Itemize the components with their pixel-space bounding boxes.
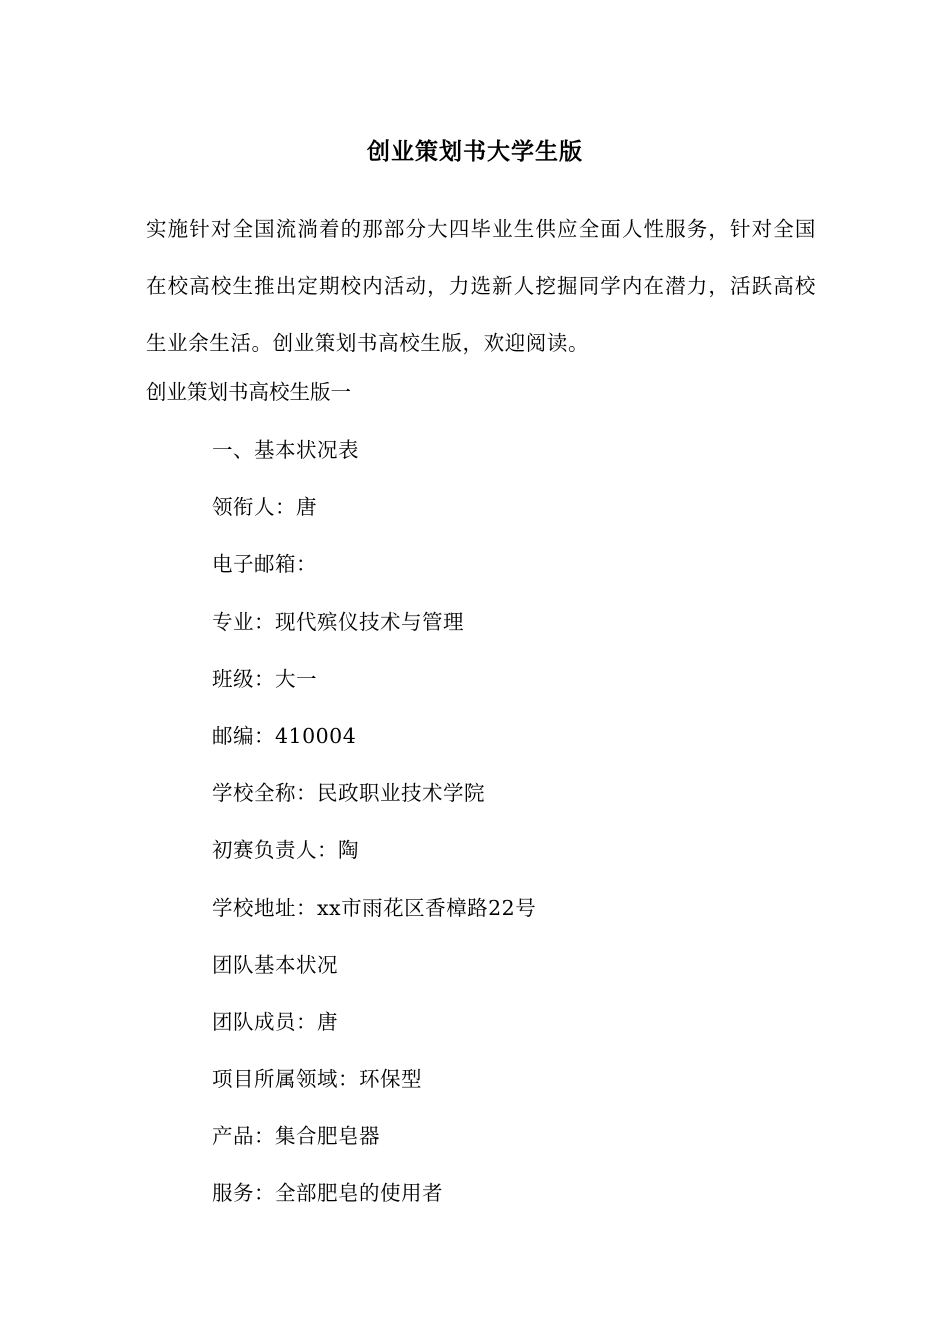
list-item: 团队基本状况 [212, 952, 338, 977]
list-item: 产品：集合肥皂器 [212, 1124, 380, 1149]
intro-text: 实施针对全国流淌着的那部分大四毕业生供应全面人性服务，针对全国在校高校生推出定期校内活动，力选新人挖掘同学内在潜力，活跃高校生业余生活。创业策划书高校生版，欢迎阅读。 [146, 217, 816, 355]
list-item: 领衔人：唐 [212, 495, 317, 520]
list-item: 班级：大一 [212, 666, 317, 691]
list-item: 邮编：410004 [212, 723, 357, 748]
list-item: 初赛负责人：陶 [212, 838, 359, 863]
info-list [212, 434, 536, 1235]
list-item: 项目所属领域：环保型 [212, 1067, 422, 1092]
list-item: 学校地址：xx市雨花区香樟路22号 [212, 895, 537, 920]
intro-paragraph [146, 201, 816, 372]
document-title: 创业策划书大学生版 [367, 138, 583, 165]
list-item: 团队成员：唐 [212, 1009, 338, 1034]
list-item: 学校全称：民政职业技术学院 [212, 781, 485, 806]
section-heading: 创业策划书高校生版一 [146, 380, 351, 404]
list-item: 一、基本状况表 [212, 438, 359, 462]
list-item: 服务：全部肥皂的使用者 [212, 1181, 443, 1206]
list-item: 电子邮箱： [212, 552, 317, 577]
list-item: 专业：现代殡仪技术与管理 [212, 609, 464, 634]
